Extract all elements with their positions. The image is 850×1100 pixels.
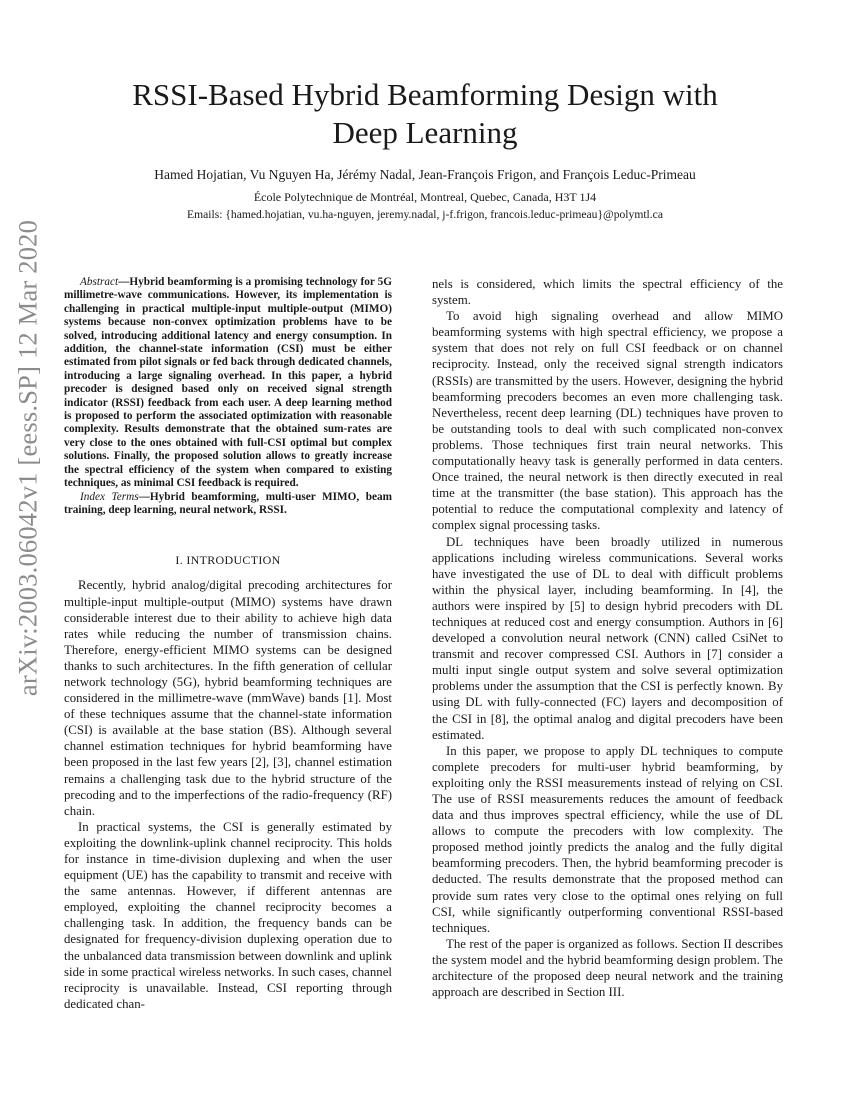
author-emails: Emails: {hamed.hojatian, vu.ha-nguyen, jeremy.nadal, j-f.frigon, francois.leduc-primeau}@polymtl.ca <box>187 208 663 221</box>
intro-paragraph-6: The rest of the paper is organized as follows. Section II describes the system model and the hybrid beamforming design problem. The architecture of the proposed deep neural network and the training approach are described in Section III. <box>432 936 783 1000</box>
intro-paragraph-3: To avoid high signaling overhead and allow MIMO beamforming systems with high spectral efficiency, we propose a system that does not rely on full CSI feedback or on channel reciprocity. Instead, only the received signal strength indicators (RSSIs) are transmitted by the users. However, designing the hybrid beamforming precoders becomes an even more challenging task. Nevertheless, recent deep learning (DL) techniques have proven to be outstanding tools to deal with such complicated non-convex problems. Those techniques first train neural networks. This computationally heavy task is generally performed in data centers. Once trained, the neural network is then directly executed in real time at the transmitter (the base station). This approach has the potential to reduce the computational complexity and latency of complex signal processing tasks. <box>432 309 783 533</box>
index-terms <box>64 491 392 518</box>
affiliation: École Polytechnique de Montréal, Montreal, Quebec, Canada, H3T 1J4 <box>253 190 597 204</box>
title-line-2: Deep Learning <box>332 115 518 150</box>
section-heading-introduction: I. INTRODUCTION <box>175 553 281 568</box>
index-terms-text: —Hybrid beamforming, multi-user MIMO, beam training, deep learning, neural network, RSSI. <box>64 490 392 516</box>
abstract-lead: Abstract <box>80 276 119 288</box>
arxiv-sidebar-stamp <box>4 219 52 697</box>
paper-title <box>60 76 790 152</box>
author-list: Hamed Hojatian, Vu Nguyen Ha, Jérémy Nadal, Jean-François Frigon, and François Leduc-Primeau <box>154 167 696 182</box>
left-column <box>64 276 392 1012</box>
abstract-text: —Hybrid beamforming is a promising technology for 5G millimetre-wave communications. However, its implementation is challenging in practical multiple-input multiple-output (MIMO) systems because non-convex optimization problems have to be solved, introducing additional latency and energy consumption. In addition, the channel-state information (CSI) must be either estimated from pilot signals or fed back through dedicated channels, introducing a large signaling overhead. In this paper, a hybrid precoder is designed based only on received signal strength indicator (RSSI) feedback from each user. A deep learning method is proposed to perform the associated optimization with reasonable complexity. Results demonstrate that the obtained sum-rates are very close to the ones obtained with full-CSI optimal but complex solutions. Finally, the proposed solution allows to greatly increase the spectral efficiency of the system when compared to existing techniques, as minimal CSI feedback is required. <box>64 276 392 490</box>
intro-paragraph-1: Recently, hybrid analog/digital precoding architectures for multiple-input multiple-output (MIMO) systems have drawn considerable interest due to their ability to achieve high data rates while reducing the number of transmission chains. Therefore, energy-efficient MIMO systems can be designed thanks to such architectures. In the fifth generation of cellular network technology (5G), hybrid beamforming techniques are considered in the millimetre-wave (mmWave) bands [1]. Most of these techniques assume that the channel-state information (CSI) is available at the base station (BS). Although several channel estimation techniques for hybrid beamforming have been proposed in the last few years [2], [3], channel estimation remains a challenging task due to the hybrid structure of the precoding and to the imperfections of the radio-frequency (RF) chain. <box>64 578 392 818</box>
abstract <box>64 276 392 491</box>
index-terms-lead: Index Terms <box>80 490 139 503</box>
arxiv-identifier: arXiv:2003.06042v1 [eess.SP] 12 Mar 2020 <box>12 219 43 697</box>
intro-paragraph-5: In this paper, we propose to apply DL techniques to compute complete precoders for multi-user hybrid beamforming, by exploiting only the RSSI measurements instead of relying on CSI. The use of RSSI measurements reduces the amount of feedback data and thus improves spectral efficiency, while the use of DL allows to compute the precoders with low complexity. The proposed method jointly predicts the analog and the fully digital beamforming precoders. Then, the hybrid beamforming precoder is deducted. The results demonstrate that the proposed method can provide sum rates very close to the optimal ones relying on full CSI, while significantly outperforming conventional RSSI-based techniques. <box>432 743 783 935</box>
intro-paragraph-2-continued: nels is considered, which limits the spectral efficiency of the system. <box>432 277 783 308</box>
intro-paragraph-4: DL techniques have been broadly utilized in numerous applications including wireless communications. Several works have investigated the use of DL to deal with difficult problems within the physical layer, including beamforming. In [4], the authors were inspired by [5] to design hybrid precoders with DL techniques at reduced cost and energy consumption. Authors in [6] developed a convolution neural network (CNN) called CsiNet to transmit and recover compressed CSI. Authors in [7] consider a multi input single output system and solve several optimization problems under the assumption that the CSI is perfectly known. By using DL with fully-connected (FC) layers and decomposition of the CSI in [8], the optimal analog and digital precoders have been estimated. <box>432 534 783 742</box>
intro-paragraph-2: In practical systems, the CSI is generally estimated by exploiting the downlink-uplink channel reciprocity. This holds for instance in time-division duplexing and when the user equipment (UE) has the capability to transmit and receive with the same antennas. However, if different antennas are employed, exploiting the channel reciprocity becomes a challenging task. In addition, the frequency bands can be designated for frequency-division duplexing operation due to the unbalanced data transmission between downlink and uplink side in some practical wireless networks. In such cases, channel reciprocity is unavailable. Instead, CSI reporting through dedicated chan- <box>64 819 392 1011</box>
title-line-1: RSSI-Based Hybrid Beamforming Design with <box>132 77 718 112</box>
right-column <box>432 276 783 1000</box>
